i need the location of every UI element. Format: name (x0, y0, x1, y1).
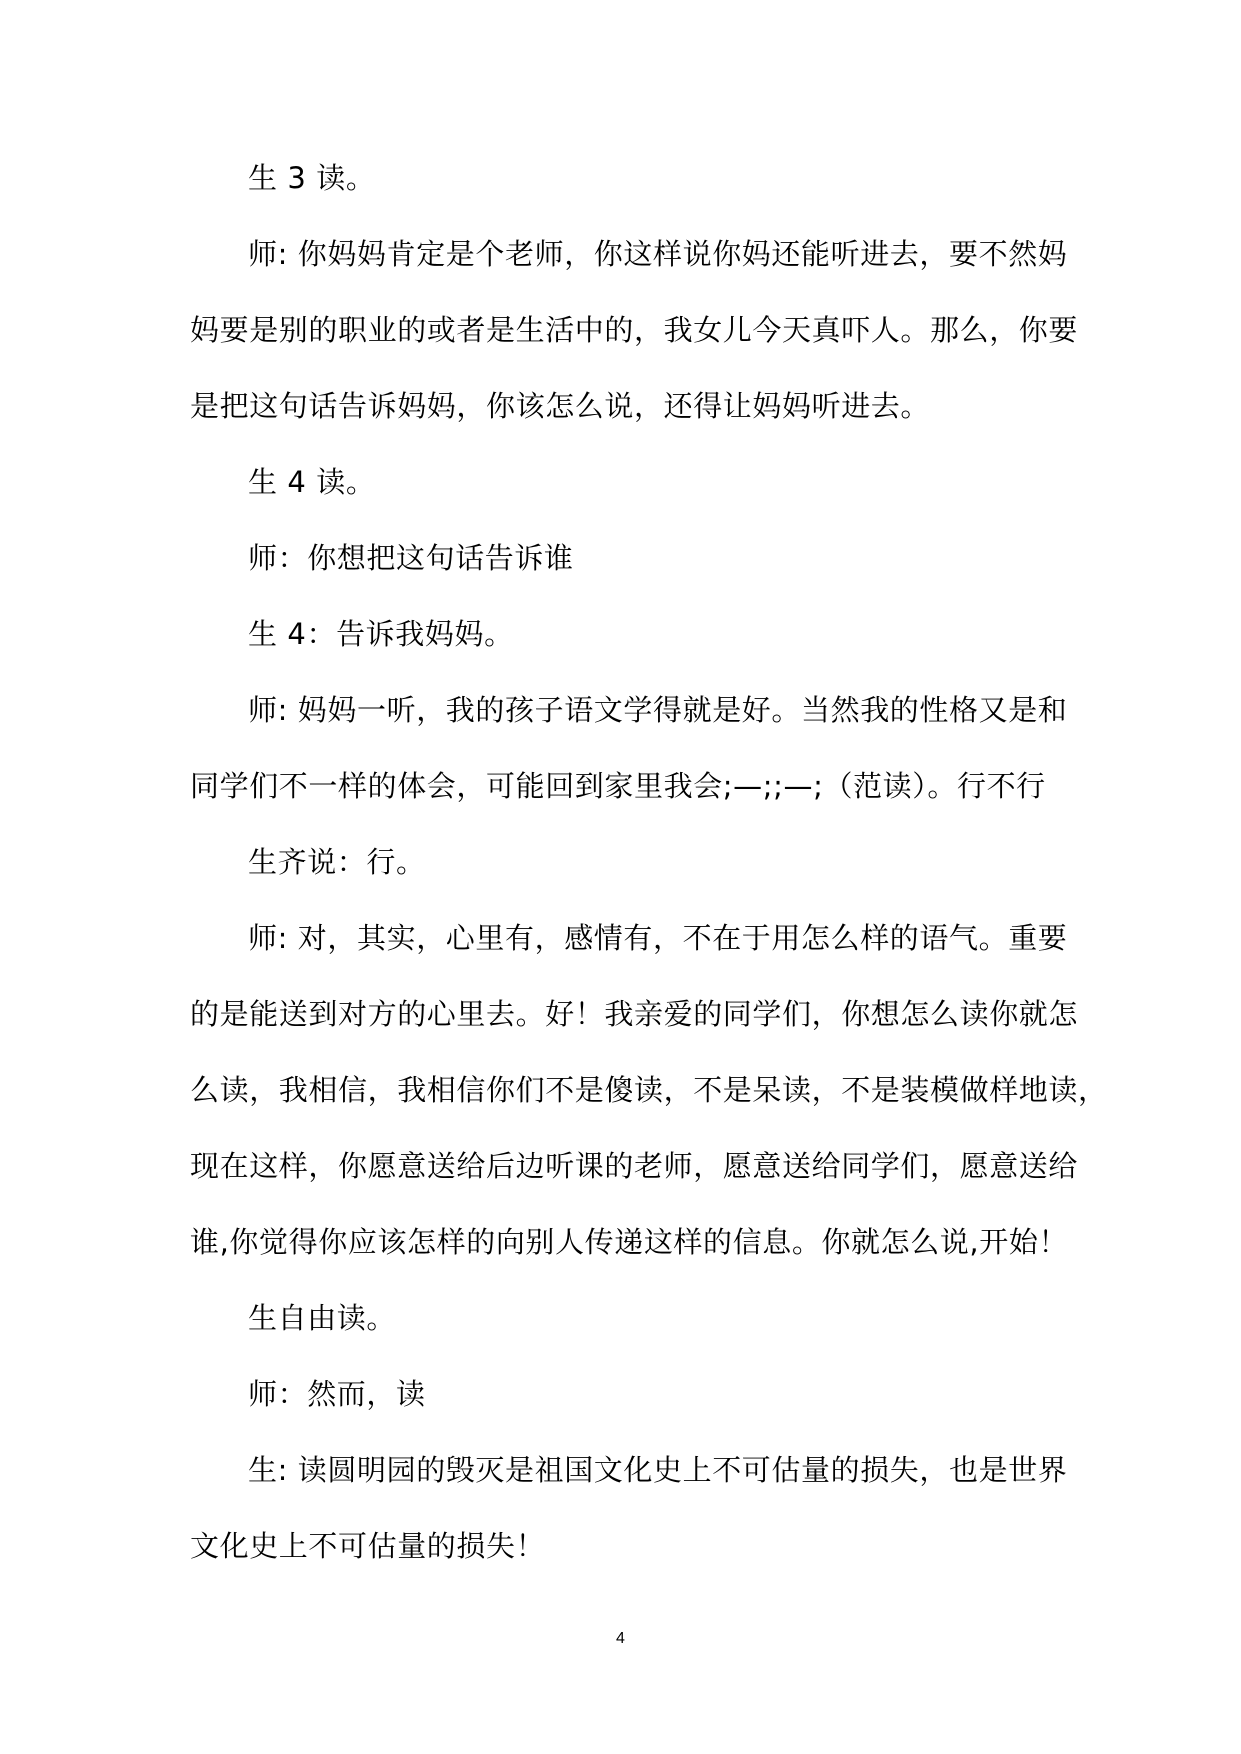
paragraph-line: 是把这句话告诉妈妈，你该怎么说，还得让妈妈听进去。 (190, 389, 931, 423)
paragraph-line: 师：你想把这句话告诉谁 (248, 541, 574, 575)
paragraph-line: 生: 读圆明园的毁灭是祖国文化史上不可估量的损失，也是世界 (248, 1453, 1068, 1487)
paragraph-line: 文化史上不可估量的损失！ (190, 1529, 546, 1563)
paragraph-line: 生 4：告诉我妈妈。 (248, 617, 514, 651)
paragraph-line: 么读，我相信，我相信你们不是傻读，不是呆读，不是装模做样地读， (190, 1073, 1108, 1107)
paragraph-line: 师: 妈妈一听，我的孩子语文学得就是好。当然我的性格又是和 (248, 693, 1068, 727)
paragraph-line: 同学们不一样的体会，可能回到家里我会;—;;—;（范读）。行不行 (190, 769, 1046, 803)
page-number: 4 (616, 1630, 625, 1647)
paragraph-line: 师：然而，读 (248, 1377, 426, 1411)
paragraph-line: 师: 你妈妈肯定是个老师，你这样说你妈还能听进去，要不然妈 (248, 237, 1068, 271)
paragraph-line: 谁,你觉得你应该怎样的向别人传递这样的信息。你就怎么说,开始！ (190, 1225, 1069, 1259)
paragraph-line: 妈要是别的职业的或者是生活中的，我女儿今天真吓人。那么，你要 (190, 313, 1079, 347)
paragraph-line: 生 4 读。 (248, 465, 376, 499)
paragraph-line: 师: 对，其实，心里有，感情有，不在于用怎么样的语气。重要 (248, 921, 1068, 955)
paragraph-line: 现在这样，你愿意送给后边听课的老师，愿意送给同学们，愿意送给 (190, 1149, 1079, 1183)
paragraph-line: 的是能送到对方的心里去。好！我亲爱的同学们，你想怎么读你就怎 (190, 997, 1079, 1031)
paragraph-line: 生自由读。 (248, 1301, 397, 1335)
paragraph-line: 生齐说：行。 (248, 845, 426, 879)
paragraph-line: 生 3 读。 (248, 161, 376, 195)
document-body (190, 140, 1108, 1584)
